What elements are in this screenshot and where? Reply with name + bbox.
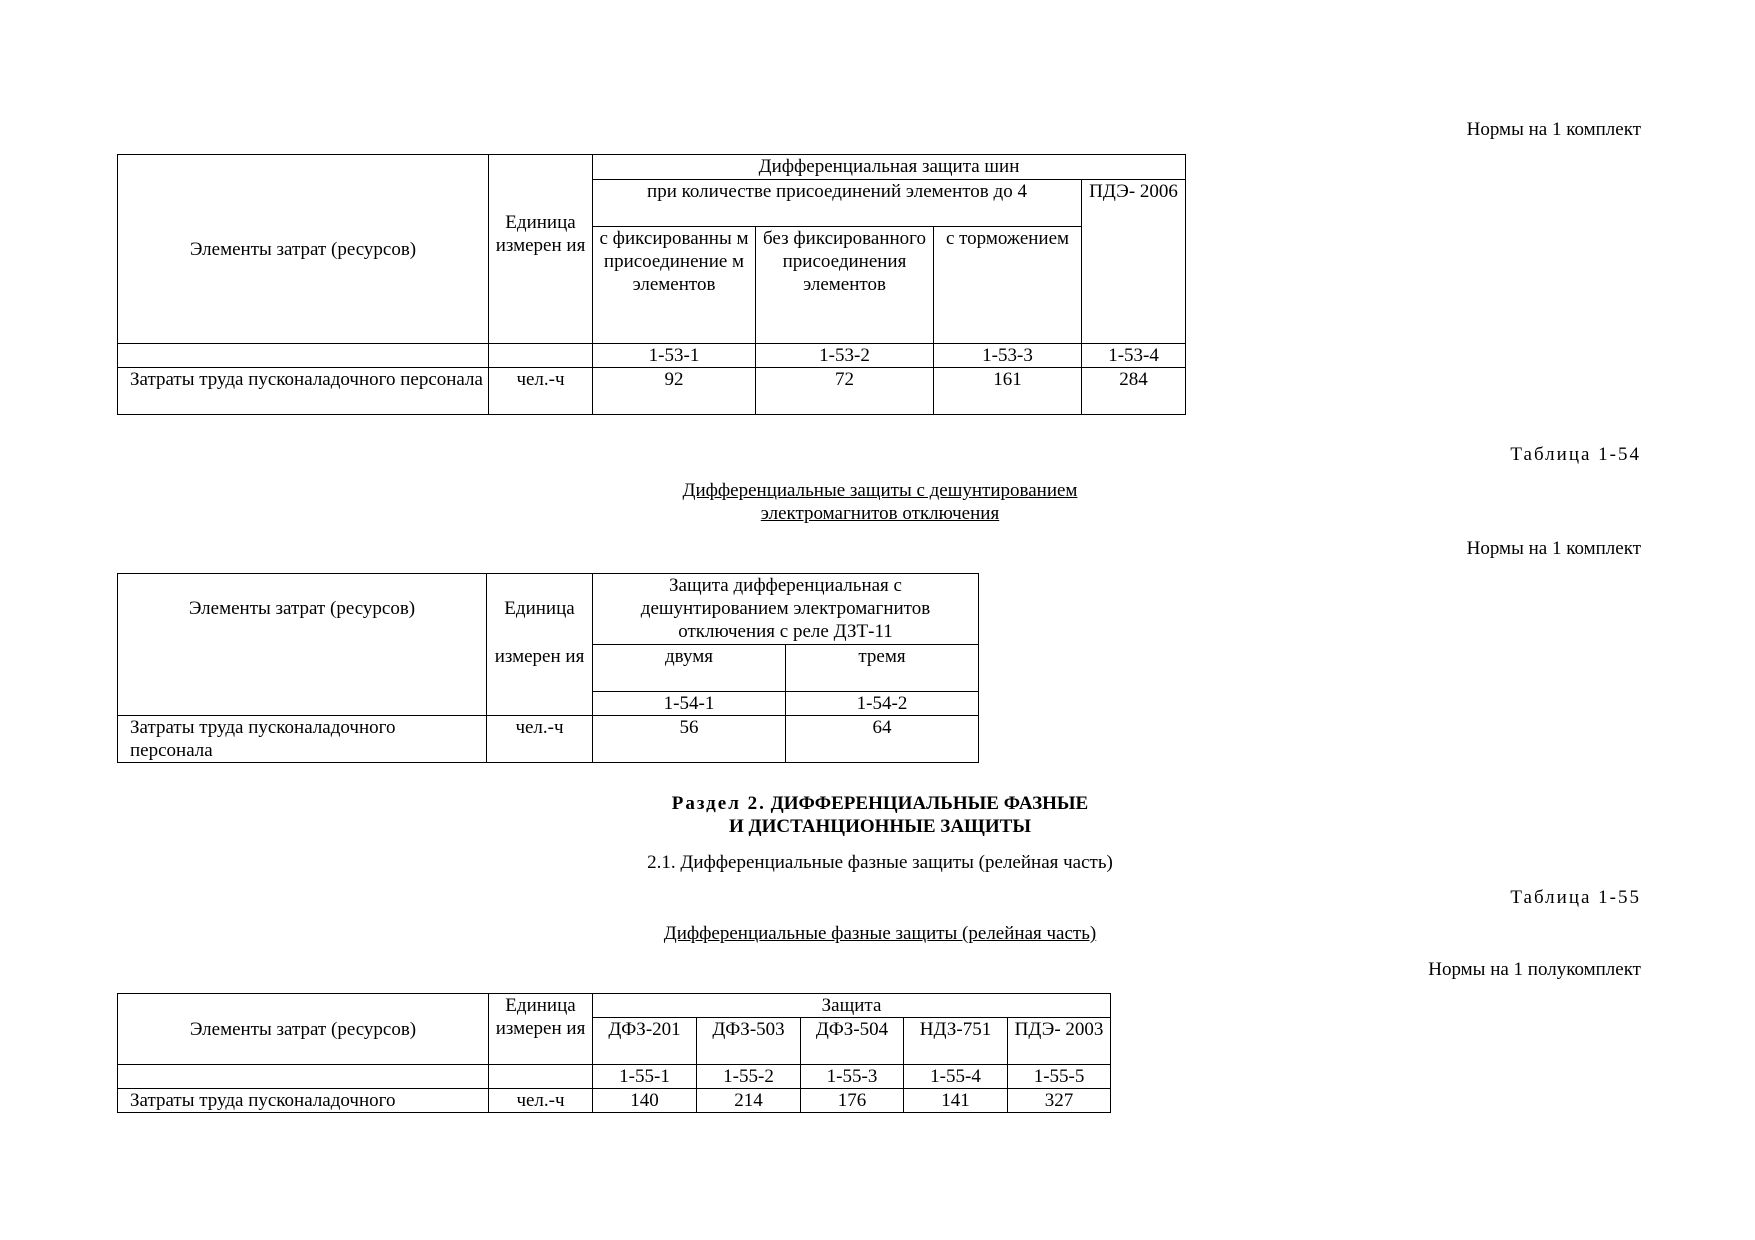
table-1-54 — [117, 573, 979, 763]
section-title-line-1: ДИФФЕРЕНЦИАЛЬНЫЕ ФАЗНЫЕ — [770, 793, 1089, 814]
header-subgroup: при количестве присоединений элементов до 4 — [593, 180, 1082, 227]
table-row — [118, 1089, 1111, 1113]
header-group: Защита — [593, 994, 1111, 1018]
norms-note-55: Нормы на 1 полукомплект — [1428, 959, 1641, 980]
header-elements: Элементы затрат (ресурсов) — [118, 155, 489, 344]
title-line-2: электромагнитов отключения — [760, 503, 1000, 524]
row-label: Затраты труда пусконаладочного персонала — [118, 368, 489, 415]
header-elements: Элементы затрат (ресурсов) — [118, 994, 489, 1065]
header-sub2: тремя — [786, 645, 979, 692]
header-sub2: без фиксированного присоединения элементов — [756, 227, 934, 344]
code-cell: 1-55-3 — [801, 1065, 904, 1089]
code-blank — [489, 344, 593, 368]
row-value: 92 — [593, 368, 756, 415]
row-value: 327 — [1008, 1089, 1111, 1113]
code-cell: 1-55-2 — [697, 1065, 801, 1089]
row-value: 140 — [593, 1089, 697, 1113]
header-group: Защита дифференциальная с дешунтированием электромагнитов отключения с реле ДЗТ-11 — [593, 574, 979, 645]
row-unit: чел.-ч — [489, 1089, 593, 1113]
header-unit: Единица — [487, 574, 593, 645]
table-1-55 — [117, 993, 1111, 1113]
title-line-1: Дифференциальные защиты с дешунтированием — [682, 480, 1078, 501]
code-cell: 1-54-1 — [593, 692, 786, 716]
table-row — [118, 716, 979, 763]
section-title-line-2: И ДИСТАНЦИОННЫЕ ЗАЩИТЫ — [728, 816, 1032, 837]
code-blank — [118, 692, 487, 716]
header-elements-cont — [118, 645, 487, 692]
table-title-55: Дифференциальные фазные защиты (релейная часть) — [663, 923, 1097, 944]
table-label-55: Таблица 1-55 — [1510, 887, 1641, 908]
code-cell: 1-55-5 — [1008, 1065, 1111, 1089]
code-cell: 1-53-3 — [934, 344, 1082, 368]
header-unit: Единица измерен ия — [489, 155, 593, 344]
row-unit: чел.-ч — [489, 368, 593, 415]
table-1-53 — [117, 154, 1186, 415]
code-blank — [489, 1065, 593, 1089]
table-title-54 — [480, 479, 1280, 525]
section-heading — [480, 792, 1280, 838]
header-elements: Элементы затрат (ресурсов) — [118, 574, 487, 645]
row-label: Затраты труда пусконаладочного — [118, 1089, 489, 1113]
code-blank — [487, 692, 593, 716]
norms-note-54: Нормы на 1 комплект — [1466, 538, 1641, 559]
code-cell: 1-53-4 — [1082, 344, 1186, 368]
code-blank — [118, 344, 489, 368]
header-unit: Единица измерен ия — [489, 994, 593, 1065]
row-value: 214 — [697, 1089, 801, 1113]
table-row — [118, 368, 1186, 415]
code-cell: 1-55-4 — [904, 1065, 1008, 1089]
row-value: 141 — [904, 1089, 1008, 1113]
row-value: 176 — [801, 1089, 904, 1113]
code-cell: 1-55-1 — [593, 1065, 697, 1089]
header-type: ДФЗ-201 — [593, 1018, 697, 1065]
subsection-title: 2.1. Дифференциальные фазные защиты (релейная часть) — [647, 852, 1113, 873]
header-sub1: двумя — [593, 645, 786, 692]
header-type: ДФЗ-504 — [801, 1018, 904, 1065]
header-type: ПДЭ- 2003 — [1008, 1018, 1111, 1065]
row-value: 161 — [934, 368, 1082, 415]
code-cell: 1-53-1 — [593, 344, 756, 368]
row-unit: чел.-ч — [487, 716, 593, 763]
row-value: 72 — [756, 368, 934, 415]
row-value: 284 — [1082, 368, 1186, 415]
header-unit-cont: измерен ия — [487, 645, 593, 692]
header-group: Дифференциальная защита шин — [593, 155, 1186, 180]
row-value: 64 — [786, 716, 979, 763]
header-type: НДЗ-751 — [904, 1018, 1008, 1065]
header-sub3: с торможением — [934, 227, 1082, 344]
header-pde: ПДЭ- 2006 — [1082, 180, 1186, 344]
section-prefix: Раздел 2. — [671, 793, 766, 814]
code-cell: 1-53-2 — [756, 344, 934, 368]
row-value: 56 — [593, 716, 786, 763]
header-type: ДФЗ-503 — [697, 1018, 801, 1065]
norms-note-53: Нормы на 1 комплект — [1466, 119, 1641, 140]
row-label: Затраты труда пусконаладочного персонала — [118, 716, 487, 763]
code-blank — [118, 1065, 489, 1089]
table-label-54: Таблица 1-54 — [1510, 444, 1641, 465]
header-sub1: с фиксированны м присоединение м элементов — [593, 227, 756, 344]
code-cell: 1-54-2 — [786, 692, 979, 716]
